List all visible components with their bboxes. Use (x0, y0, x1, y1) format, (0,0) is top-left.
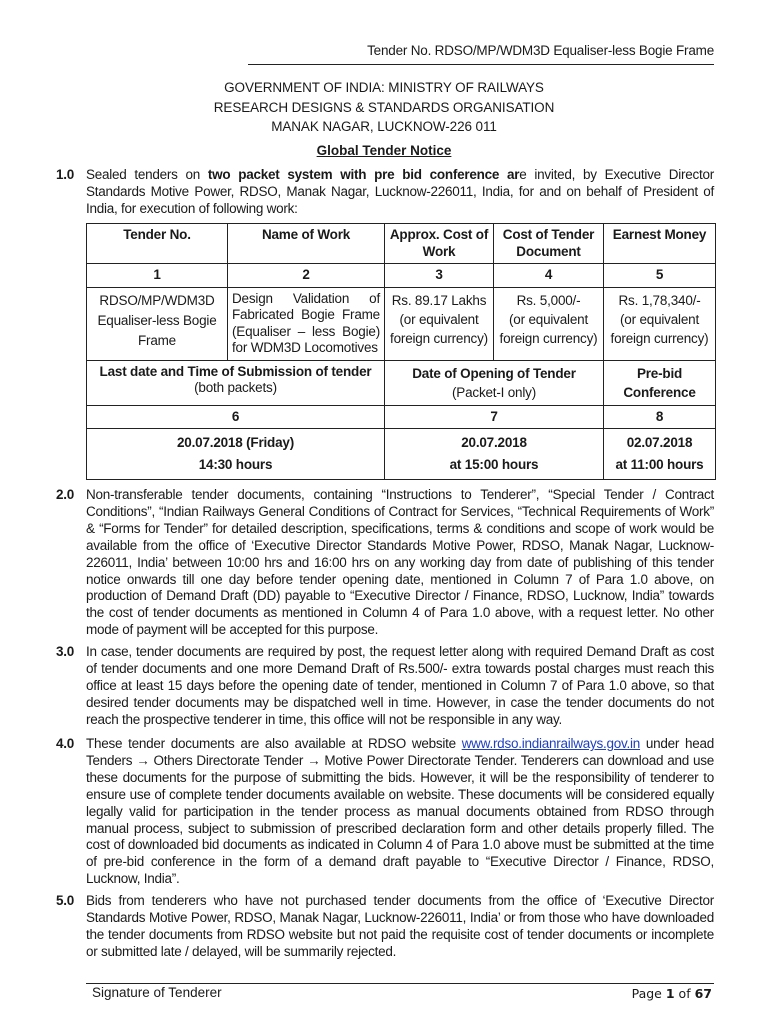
paragraph-number: 4.0 (56, 736, 75, 751)
column-number: 4 (494, 264, 604, 288)
page-indicator: Page 1 of 67 (631, 986, 712, 1001)
paragraph-5 (56, 893, 714, 961)
signature-label: Signature of Tenderer (92, 985, 222, 1000)
total-pages: 67 (694, 986, 712, 1001)
organisation-block (0, 78, 768, 137)
paragraph-number: 5.0 (56, 893, 75, 908)
paragraph-text: Sealed tenders on two packet system with pre bid conference are invited, by Executive Director Standards Motive Power, RDSO, Manak Nagar, Lucknow-226011, India, for and on behalf of President of India, for execution of following work: (86, 167, 714, 216)
paragraph-1 (56, 167, 714, 218)
footer-rule (86, 983, 714, 984)
table-row (87, 287, 716, 360)
column-number: 3 (385, 264, 494, 288)
prebid-date-cell: 02.07.2018 at 11:00 hours (604, 429, 716, 480)
doc-cost-cell: Rs. 5,000/- (or equivalent foreign currency) (494, 287, 604, 360)
table-header-row (87, 224, 716, 264)
paragraph-text: Non-transferable tender documents, containing “Instructions to Tenderer”, “Special Tender / Contract Conditions”, “Indian Railways General Conditions of Contract for Services, “Technical Requirements of Work” & “Forms for Tender” for detailed description, specifications, terms & conditions and scope of work would be available from the office of ‘Executive Director Standards Motive Power, RDSO, Manak Nagar, Lucknow-226011, India’ between 10:00 hrs and 16:00 hrs on any working day from date of publishing of this tender notice onwards till one day before tender opening date, mentioned in Column 7 of Para 1.0 above, on production of Demand Draft (DD) payable to “Executive Director / Finance, RDSO, Lucknow, India” towards the cost of tender documents as mentioned in Column 4 of Para 1.0 above, with a request letter. No other mode of payment will be accepted for this purpose. (86, 487, 714, 638)
name-of-work-cell: Design Validation of Fabricated Bogie Frame (Equaliser – less Bogie) for WDM3D Locomotives (228, 287, 385, 360)
paragraph-3 (56, 644, 714, 729)
schedule-number-row (87, 405, 716, 429)
paragraph-text: In case, tender documents are required by post, the request letter along with required Demand Draft as cost of tender documents and one more Demand Draft of Rs.500/- extra towards postal charges must reach this office at least 15 days before the opening date of tender, mentioned in Column 7 of Para 1.0 above, so that desired tender documents may be dispatched well in time. However, in case the tender documents do not reach the prospective tenderer in time, this office will not be responsible in any way. (86, 644, 714, 727)
column-number: 5 (604, 264, 716, 288)
column-number: 7 (385, 405, 604, 429)
paragraph-text: Bids from tenderers who have not purchased tender documents from the office of ‘Executive Director Standards Motive Power, RDSO, Manak Nagar, Lucknow-226011, India’ or from those who have downloaded the tender documents from RDSO website but not paid the requisite cost of tender documents or incomplete or submitted late / delayed, will be summarily rejected. (86, 893, 714, 959)
approx-cost-cell: Rs. 89.17 Lakhs (or equivalent foreign currency) (385, 287, 494, 360)
column-number: 1 (87, 264, 228, 288)
earnest-money-cell: Rs. 1,78,340/- (or equivalent foreign currency) (604, 287, 716, 360)
column-number: 2 (228, 264, 385, 288)
notice-title: Global Tender Notice (316, 143, 452, 158)
submission-header-cell: Last date and Time of Submission of tender (both packets) (87, 360, 385, 405)
opening-date-cell: 20.07.2018 at 15:00 hours (385, 429, 604, 480)
paragraph-4 (56, 736, 715, 888)
paragraph-2 (56, 487, 714, 639)
opening-header-cell: Date of Opening of Tender (Packet-I only) (385, 360, 604, 405)
submission-date-cell: 20.07.2018 (Friday) 14:30 hours (87, 429, 385, 480)
org-line-2: RESEARCH DESIGNS & STANDARDS ORGANISATION (213, 99, 555, 115)
current-page: 1 (665, 986, 675, 1001)
header-rule (248, 64, 714, 65)
running-header: Tender No. RDSO/MP/WDM3D Equaliser-less Bogie Frame (367, 43, 714, 58)
rdso-website-link[interactable]: www.rdso.indianrailways.gov.in (461, 736, 641, 751)
tender-table (86, 223, 716, 480)
schedule-value-row (87, 429, 716, 480)
org-line-1: GOVERNMENT OF INDIA: MINISTRY OF RAILWAYS (224, 80, 544, 95)
column-number: 6 (87, 405, 385, 429)
column-number: 8 (604, 405, 716, 429)
paragraph-number: 1.0 (56, 167, 75, 182)
bold-phrase: two packet system with pre bid conference ar (207, 167, 520, 182)
column-number-row (87, 264, 716, 288)
paragraph-number: 3.0 (56, 644, 75, 659)
header-cell: Approx. Cost of Work (385, 224, 494, 264)
org-line-3: MANAK NAGAR, LUCKNOW-226 011 (271, 119, 497, 134)
header-cell: Cost of Tender Document (494, 224, 604, 264)
paragraph-number: 2.0 (56, 487, 75, 502)
header-cell: Earnest Money (604, 224, 716, 264)
paragraph-text: These tender documents are also available at RDSO website www.rdso.indianrailways.gov.in under head Tenders → Others Directorate Tender → Motive Power Directorate Tender. Tenderers can download and use these documents for the purpose of submitting the bids. However, it will be the responsibility of tenderer to ensure use of complete tender documents available on website. These documents will be considered equally legally valid for participation in the tender process as manual documents obtained from RDSO through manual process, subject to submission of prescribed declaration form and other details properly filled. The cost of downloaded bid documents as indicated in Column 4 of Para 1.0 above must be submitted at the time of pre-bid conference in the form of a demand draft payable to “Executive Director / Finance, RDSO, Lucknow, India”. (86, 736, 715, 887)
schedule-header-row (87, 360, 716, 405)
header-cell: Tender No. (87, 224, 228, 264)
prebid-header-cell: Pre-bid Conference (604, 360, 716, 405)
header-cell: Name of Work (228, 224, 385, 264)
tender-no-cell: RDSO/MP/WDM3D Equaliser-less Bogie Frame (87, 287, 228, 360)
